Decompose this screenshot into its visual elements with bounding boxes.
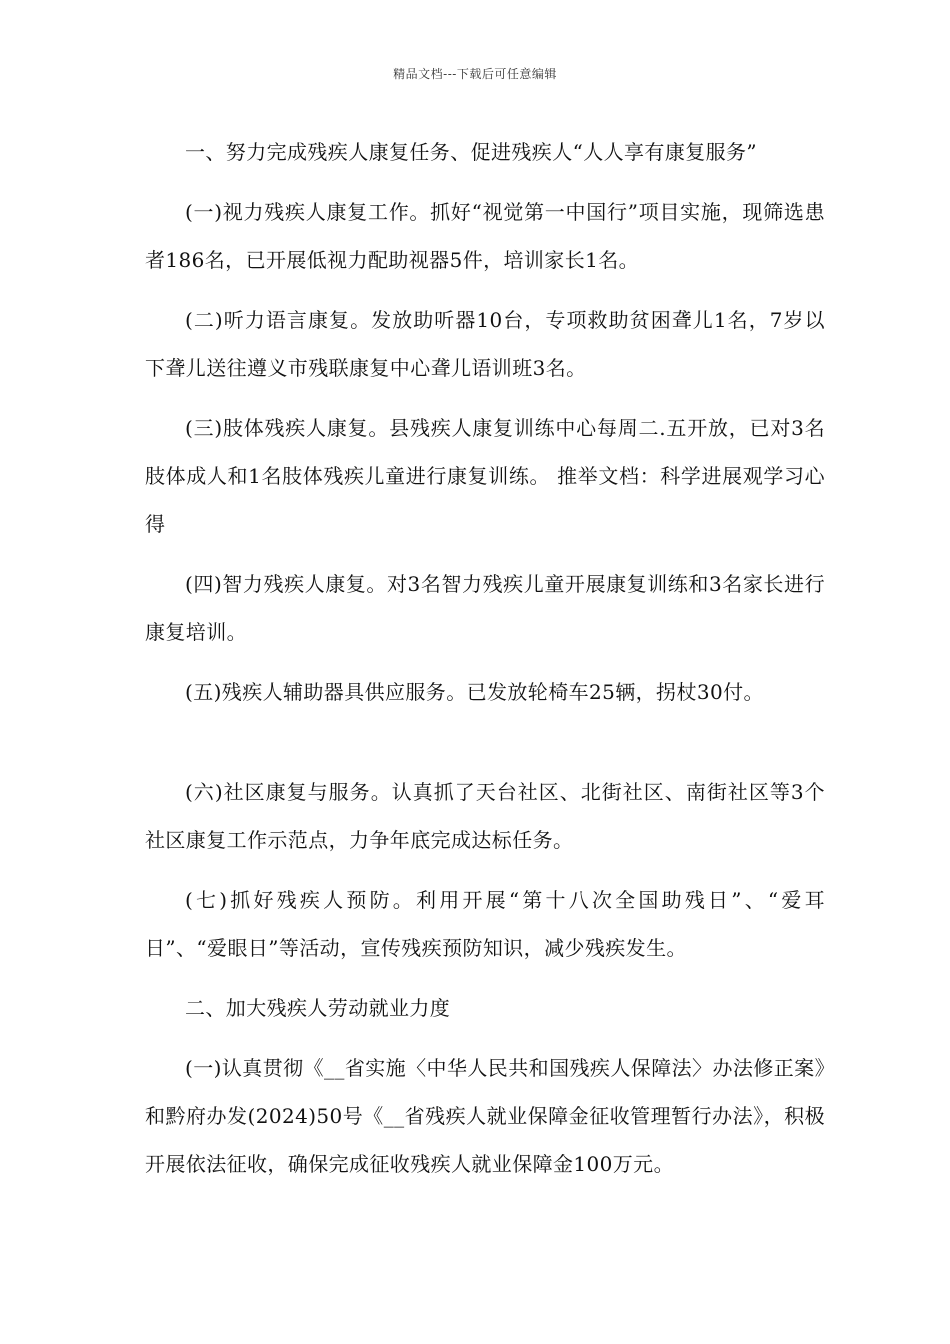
paragraph-disability-prevention: (七)抓好残疾人预防。利用开展“第十八次全国助残日”、“爱耳日”、“爱眼日”等活动，宣传残疾预防知识，减少残疾发生。 (145, 888, 825, 960)
blank-line (145, 728, 825, 768)
paragraph-visual-rehab: (一)视力残疾人康复工作。抓好“视觉第一中国行”项目实施，现筛选患者186名，已开展低视力配助视器5件，培训家长1名。 (145, 200, 825, 272)
page-header: 精品文档---下载后可任意编辑 (393, 67, 557, 81)
paragraph-employment-fund: (一)认真贯彻《__省实施〈中华人民共和国残疾人保障法〉办法修正案》和黔府办发(2024)50号《__省残疾人就业保障金征收管理暂行办法》，积极开展依法征收，确保完成征收残疾人就业保障金100万元。 (145, 1056, 825, 1176)
paragraph-assistive-devices: (五)残疾人辅助器具供应服务。已发放轮椅车25辆，拐杖30付。 (185, 680, 764, 704)
paragraph-limb-rehab: (三)肢体残疾人康复。县残疾人康复训练中心每周二.五开放，已对3名肢体成人和1名肢体残疾儿童进行康复训练。 推举文档：科学进展观学习心得 (145, 416, 825, 536)
document-body (145, 128, 825, 1200)
paragraph-hearing-rehab: (二)听力语言康复。发放助听器10台，专项救助贫困聋儿1名，7岁以下聋儿送往遵义市残联康复中心聋儿语训班3名。 (145, 308, 825, 380)
paragraph-community-rehab: (六)社区康复与服务。认真抓了天台社区、北街社区、南街社区等3个社区康复工作示范点，力争年底完成达标任务。 (145, 780, 825, 852)
section-heading-employment: 二、加大残疾人劳动就业力度 (185, 996, 451, 1020)
paragraph-intellectual-rehab: (四)智力残疾人康复。对3名智力残疾儿童开展康复训练和3名家长进行康复培训。 (145, 572, 825, 644)
section-heading-rehabilitation: 一、努力完成残疾人康复任务、促进残疾人“人人享有康复服务” (185, 140, 758, 164)
